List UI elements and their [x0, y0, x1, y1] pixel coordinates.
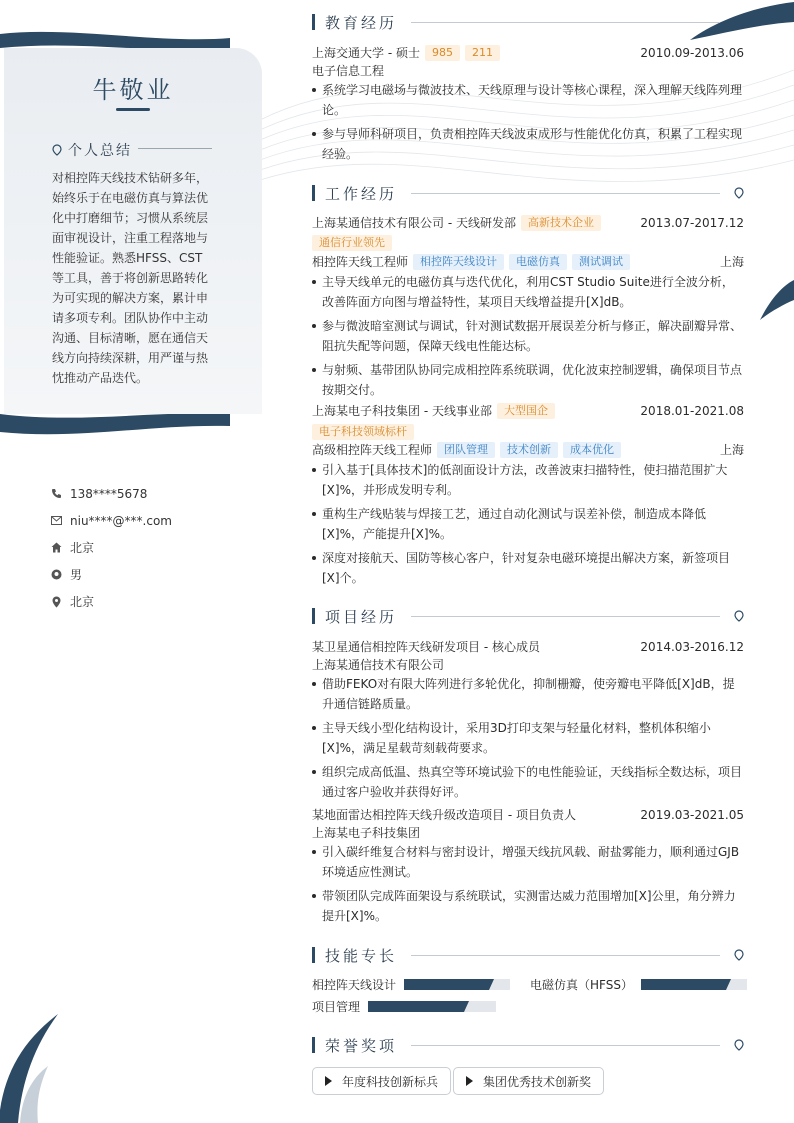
contact-gender — [50, 561, 250, 588]
list-item: 主导天线小型化结构设计，采用3D打印支架与轻量化材料，整机体积缩小[X]%，满足星载苛刻载荷要求。 — [312, 718, 744, 758]
location-icon — [50, 596, 62, 608]
section-rule — [411, 616, 720, 617]
work-1-bullets — [312, 272, 744, 404]
gender-icon — [50, 569, 62, 581]
contact-home — [50, 534, 250, 561]
pin-icon — [734, 949, 744, 961]
list-item: 借助FEKO对有限大阵列进行多轮优化，抑制栅瓣，使旁瓣电平降低[X]dB，提升通信链路质量。 — [312, 674, 744, 714]
section-rule — [411, 193, 720, 194]
contact-location — [50, 588, 250, 615]
project-date: 2019.03-2021.05 — [640, 808, 744, 822]
section-title: 工作经历 — [325, 184, 398, 203]
skill-bar-fill — [368, 1001, 464, 1012]
list-item: 深度对接航天、国防等核心客户，针对复杂电磁环境提出解决方案，新签项目[X]个。 — [312, 548, 744, 588]
work-2-tag-row — [312, 424, 744, 440]
project-1-org-row — [312, 656, 744, 674]
project-2-bullets — [312, 842, 744, 930]
skill-tag: 电磁仿真 — [509, 254, 567, 270]
skill-bar-fill — [404, 979, 489, 990]
list-item: 组织完成高低温、热真空等环境试验下的电性能验证，天线指标全数达标，项目通过客户验收并获得好评。 — [312, 762, 744, 802]
pin-icon — [734, 610, 744, 622]
name-underline — [116, 108, 150, 111]
contact-phone-text: 138****5678 — [70, 486, 148, 501]
education-major: 电子信息工程 — [312, 64, 385, 78]
section-bar — [312, 14, 315, 30]
section-title: 技能专长 — [325, 946, 398, 965]
work-company: 上海某通信技术有限公司 - 天线研发部 — [312, 216, 516, 230]
project-date: 2014.03-2016.12 — [640, 640, 744, 654]
education-tag: 985 — [425, 45, 460, 61]
list-item: 参与微波暗室测试与调试，针对测试数据开展误差分析与修正，解决副瓣异常、阻抗失配等问题，保障天线电性能达标。 — [312, 316, 744, 356]
work-tag: 高新技术企业 — [521, 215, 601, 231]
section-bar — [312, 608, 315, 624]
section-rule — [411, 1045, 720, 1046]
award-label: 年度科技创新标兵 — [342, 1074, 439, 1089]
work-1-position-row — [312, 253, 744, 271]
contact-home-text: 北京 — [70, 541, 95, 555]
section-title: 项目经历 — [325, 607, 398, 626]
work-2-header — [312, 402, 744, 420]
home-icon — [50, 542, 62, 554]
skill-bar — [641, 979, 747, 990]
skill-bar — [404, 979, 510, 990]
project-org: 上海某电子科技集团 — [312, 826, 421, 840]
work-company: 上海某电子科技集团 - 天线事业部 — [312, 404, 492, 418]
skill-tag: 成本优化 — [563, 442, 621, 458]
summary-divider — [138, 148, 212, 149]
work-2-position-row — [312, 441, 744, 459]
project-title: 某地面雷达相控阵天线升级改造项目 - 项目负责人 — [312, 808, 576, 822]
award-item — [312, 1067, 451, 1095]
section-education — [312, 11, 744, 33]
skill-item — [312, 976, 510, 993]
skill-tag: 技术创新 — [500, 442, 558, 458]
work-2-bullets — [312, 460, 744, 592]
work-location: 上海 — [719, 443, 744, 457]
section-bar — [312, 947, 315, 963]
mail-icon — [50, 515, 62, 527]
work-tag: 大型国企 — [497, 403, 555, 419]
work-position: 相控阵天线工程师 — [312, 255, 409, 269]
work-date: 2018.01-2021.08 — [640, 404, 744, 418]
summary-heading-label: 个人总结 — [68, 143, 132, 159]
skill-tag: 测试调试 — [572, 254, 630, 270]
skill-name: 项目管理 — [312, 1000, 361, 1014]
list-item: 引入基于[具体技术]的低剖面设计方法，改善波束扫描特性，使扫描范围扩大[X]%，并形成发明专利。 — [312, 460, 744, 500]
section-title: 荣誉奖项 — [325, 1036, 398, 1055]
contact-email — [50, 507, 250, 534]
section-bar — [312, 1037, 315, 1053]
work-tag: 电子科技领域标杆 — [312, 424, 414, 440]
education-header — [312, 44, 744, 62]
candidate-name: 牛敬业 — [92, 76, 174, 104]
project-1-header — [312, 638, 744, 656]
contact-location-text: 北京 — [70, 595, 95, 609]
play-icon — [466, 1076, 473, 1086]
list-item: 参与导师科研项目，负责相控阵天线波束成形与性能优化仿真，积累了工程实现经验。 — [312, 124, 744, 164]
section-rule — [411, 22, 720, 23]
project-2-org-row — [312, 824, 744, 842]
education-major-row — [312, 62, 744, 80]
education-bullets — [312, 80, 744, 168]
work-date: 2013.07-2017.12 — [640, 216, 744, 230]
list-item: 重构生产线贴装与焊接工艺，通过自动化测试与误差补偿，制造成本降低[X]%，产能提升[X]%。 — [312, 504, 744, 544]
list-item: 主导天线单元的电磁仿真与迭代优化，利用CST Studio Suite进行全波分析，改善阵面方向图与增益特性，某项目天线增益提升[X]dB。 — [312, 272, 744, 312]
skill-bar-fill — [641, 979, 726, 990]
work-position: 高级相控阵天线工程师 — [312, 443, 433, 457]
project-org: 上海某通信技术有限公司 — [312, 658, 445, 672]
contact-gender-text: 男 — [70, 568, 83, 582]
pin-icon — [734, 16, 744, 28]
skill-name: 电磁仿真（HFSS） — [530, 978, 633, 992]
skill-tag: 团队管理 — [437, 442, 495, 458]
contact-email-text: niu****@***.com — [70, 513, 172, 528]
skill-name: 相控阵天线设计 — [312, 978, 397, 992]
project-title: 某卫星通信相控阵天线研发项目 - 核心成员 — [312, 640, 540, 654]
work-1-header — [312, 214, 744, 232]
skill-tag: 相控阵天线设计 — [413, 254, 504, 270]
skill-item — [312, 998, 496, 1015]
work-1-tag-row — [312, 235, 744, 251]
award-label: 集团优秀技术创新奖 — [483, 1074, 592, 1089]
summary-pin-icon — [52, 144, 62, 156]
section-bar — [312, 185, 315, 201]
section-rule — [411, 955, 720, 956]
education-tag: 211 — [465, 45, 500, 61]
education-school: 上海交通大学 - 硕士 — [312, 46, 420, 60]
section-title: 教育经历 — [325, 13, 398, 32]
list-item: 系统学习电磁场与微波技术、天线原理与设计等核心课程，深入理解天线阵列理论。 — [312, 80, 744, 120]
skill-bar — [368, 1001, 496, 1012]
work-location: 上海 — [719, 255, 744, 269]
project-1-bullets — [312, 674, 744, 806]
skill-item — [530, 976, 747, 993]
section-awards — [312, 1034, 744, 1056]
list-item: 与射频、基带团队协同完成相控阵系统联调，优化波束控制逻辑，确保项目节点按期交付。 — [312, 360, 744, 400]
section-project — [312, 605, 744, 627]
list-item: 引入碳纤维复合材料与密封设计，增强天线抗风载、耐盐雾能力，顺利通过GJB环境适应性测试。 — [312, 842, 744, 882]
play-icon — [325, 1076, 332, 1086]
contact-phone — [50, 480, 250, 507]
section-work — [312, 182, 744, 204]
list-item: 带领团队完成阵面架设与系统联试，实测雷达威力范围增加[X]公里，角分辨力提升[X]%。 — [312, 886, 744, 926]
section-skills — [312, 944, 744, 966]
phone-icon — [50, 488, 62, 500]
pin-icon — [734, 187, 744, 199]
summary-heading — [52, 140, 132, 160]
education-date: 2010.09-2013.06 — [640, 46, 744, 60]
contact-list — [50, 480, 250, 615]
award-item — [453, 1067, 604, 1095]
summary-text: 对相控阵天线技术钻研多年，始终乐于在电磁仿真与算法优化中打磨细节；习惯从系统层面审视设计，注重工程落地与性能验证。熟悉HFSS、CST等工具，善于将创新思路转化为可实现的解决方案，累计申请多项专利。团队协作中主动沟通、目标清晰，愿在通信天线方向持续深耕，用严谨与热忱推动产品迭代。 — [52, 171, 209, 385]
work-tag: 通信行业领先 — [312, 235, 392, 251]
project-2-header — [312, 806, 744, 824]
pin-icon — [734, 1039, 744, 1051]
